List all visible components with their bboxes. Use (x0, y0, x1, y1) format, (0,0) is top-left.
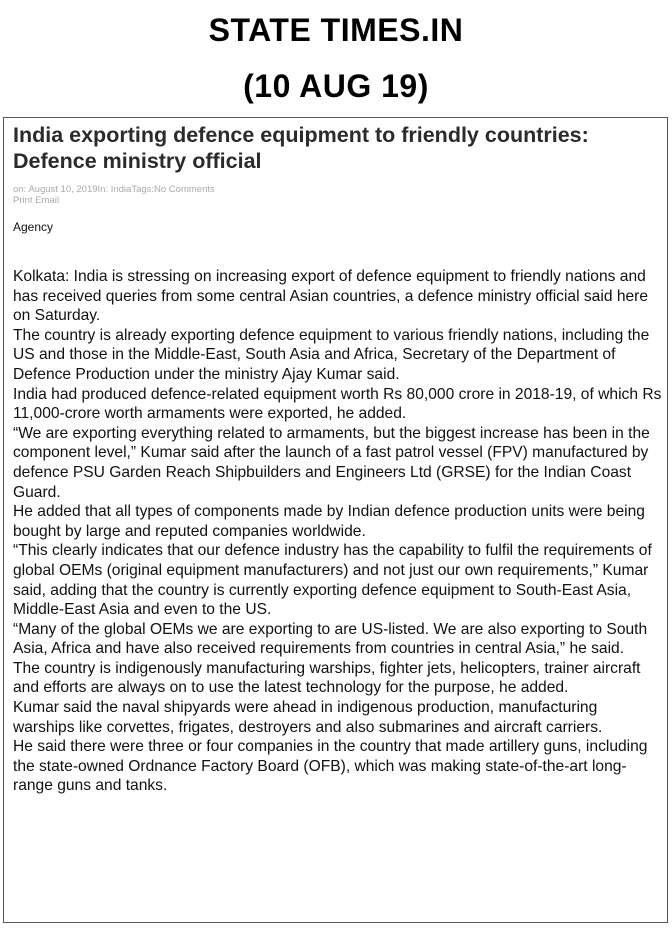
paragraph: Kumar said the naval shipyards were ahead in indigenous production, manufacturing warships like corvettes, frigates, destroyers and also submarines and aircraft carriers. (13, 699, 603, 736)
article-body (13, 267, 663, 796)
meta-print-email: Print Email (13, 195, 59, 206)
meta-date-tags: on: August 10, 2019In: IndiaTags:No Comments (13, 184, 215, 195)
paragraph: He added that all types of components made by Indian defence production units were being bought by large and reputed companies worldwide. (13, 503, 645, 540)
paragraph: “We are exporting everything related to armaments, but the biggest increase has been in the component level,” Kumar said after the launch of a fast patrol vessel (FPV) manufactured by defence PSU Garden Reach Shipbuilders and Engineers Ltd (GRSE) for the Indian Coast Guard. (13, 424, 650, 501)
publication-name: STATE TIMES.IN (208, 12, 464, 48)
publication-date: (10 AUG 19) (243, 68, 429, 104)
article-byline: Agency (13, 220, 54, 234)
paragraph: Kolkata: India is stressing on increasing export of defence equipment to friendly nations and has received queries from some central Asian countries, a defence ministry official said here on Saturday. (13, 268, 649, 325)
paragraph: He said there were three or four companies in the country that made artillery guns, including the state-owned Ordnance Factory Board (OFB), which was making state-of-the-art long-range guns and tanks. (13, 738, 648, 795)
article-headline: India exporting defence equipment to friendly countries: Defence ministry official (13, 123, 589, 173)
paragraph: The country is already exporting defence equipment to various friendly nations, including the US and those in the Middle-East, South Asia and Africa, Secretary of the Department of Defence Production under the ministry Ajay Kumar said. (13, 326, 650, 383)
paragraph: “Many of the global OEMs we are exporting to are US-listed. We are also exporting to South Asia, Africa and have also received requirements from countries in central Asia,” he said. (13, 620, 648, 658)
paragraph: “This clearly indicates that our defence industry has the capability to fulfil the requirements of global OEMs (original equipment manufacturers) and not just our own requirements,” Kumar said, adding that the country is currently exporting defence equipment to South-East Asia, Middle-East Asia and even to the US. (13, 542, 652, 619)
paragraph: India had produced defence-related equipment worth Rs 80,000 crore in 2018-19, of which Rs 11,000-crore worth armaments were exported, he added. (13, 385, 662, 423)
article-clipping (3, 117, 668, 923)
paragraph: The country is indigenously manufacturing warships, fighter jets, helicopters, trainer aircraft and efforts are always on to use the latest technology for the purpose, he added. (13, 659, 641, 697)
article-meta (13, 184, 215, 206)
